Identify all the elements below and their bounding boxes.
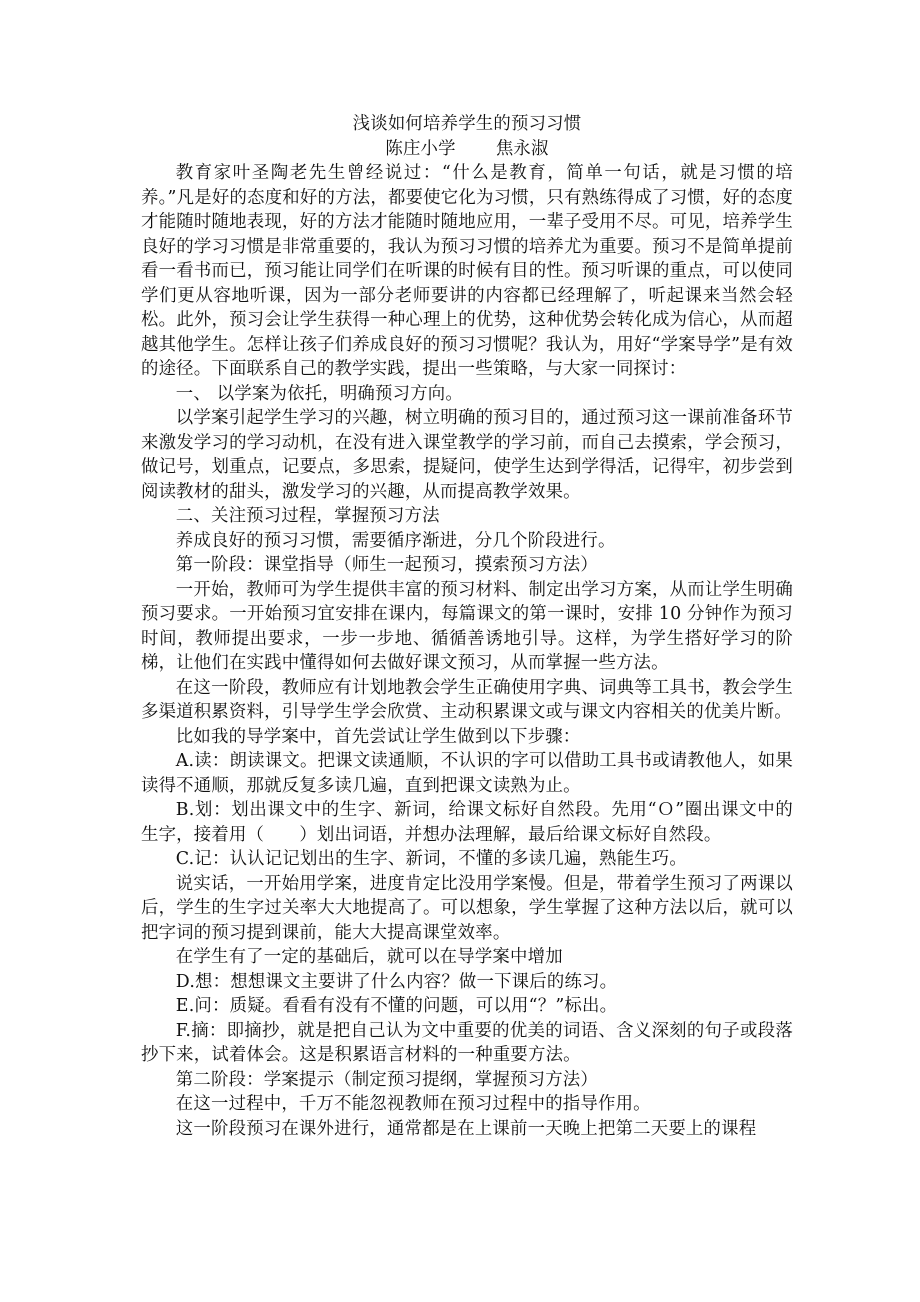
section-heading-1: 一、 以学案为依托，明确预习方向。 [175, 383, 463, 404]
paragraph-stage-1-tools: 在这一阶段，教师应有计划地教会学生正确使用字典、词典等工具书，教会学生多渠道积累资料，引导学生学会欣赏、主动积累课文或与课文内容相关的优美片断。 [141, 677, 793, 722]
paragraph-section-1: 以学案引起学生学习的兴趣，树立明确的预习目的，通过预习这一课前准备环节来激发学习的学习动机，在没有进入课堂教学的学习前，而自己去摸索，学会预习，做记号，划重点，记要点，多思索，提疑问，使学生达到学得活，记得牢，初步尝到阅读教材的甜头，激发学习的兴趣，从而提高教学效果。 [141, 408, 793, 502]
section-heading-2: 二、关注预习过程，掌握预习方法 [175, 506, 440, 526]
school-name: 陈庄小学 [385, 138, 456, 159]
paragraph-stage-1: 一开始，教师可为学生提供丰富的预习材料、制定出学习方案，从而让学生明确预习要求。一开始预习宜安排在课内，每篇课文的第一课时，安排 10 分钟作为预习时间，教师提出要求，一步一步地、循循善诱地引导。这样，为学生搭好学习的阶梯，让他们在实践中懂得如何去做好课文预习，从而掌握一些方法。 [141, 579, 793, 673]
paragraph-intro: 教育家叶圣陶老先生曾经说过：“什么是教育，简单一句话，就是习惯的培养。”凡是好的态度和好的方法，都要使它化为习惯，只有熟练得成了习惯，好的态度才能随时随地表现，好的方法才能随时随地应用，一辈子受用不尽。可见，培养学生良好的学习习惯是非常重要的，我认为预习习惯的培养尤为重要。预习不是简单提前看一看书而已，预习能让同学们在听课的时候有目的性。预习听课的重点，可以使同学们更从容地听课，因为一部分老师要讲的内容都已经理解了，听起课来当然会轻松。此外，预习会让学生获得一种心理上的优势，这种优势会转化成为信心，从而超越其他学生。怎样让孩子们养成良好的预习习惯呢？我认为，用好“学案导学”是有效的途径。下面联系自己的教学实践，提出一些策略，与大家一同探讨： [141, 163, 793, 379]
step-d-think: D.想：想想课文主要讲了什么内容？做一下课后的练习。 [175, 971, 618, 992]
paragraph-stage-2-homework: 这一阶段预习在课外进行，通常都是在上课前一天晚上把第二天要上的课程 [175, 1118, 757, 1139]
paragraph-stage-2-guidance: 在这一过程中，千万不能忽视教师在预习过程中的指导作用。 [175, 1094, 651, 1114]
author-line [141, 137, 793, 162]
paragraph-steps-intro: 比如我的导学案中，首先尝试让学生做到以下步骤： [175, 726, 581, 747]
step-a-read: A.读：朗读课文。把课文读通顺，不认识的字可以借助工具书或请教他人，如果读得不通顺，那就反复多读几遍，直到把课文读熟为止。 [141, 751, 793, 796]
step-e-ask: E.问：质疑。看看有没有不懂的问题，可以用“？”标出。 [175, 996, 618, 1016]
paragraph-results: 说实话，一开始用学案，进度肯定比没用学案慢。但是，带着学生预习了两课以后，学生的生字过关率大大地提高了。可以想象，学生掌握了这种方法以后，就可以把字词的预习提到课前，能大大提高课堂效率。 [141, 873, 793, 943]
step-f-excerpt: F.摘：即摘抄，就是把自己认为文中重要的优美的词语、含义深刻的句子或段落抄下来，试着体会。这是积累语言材料的一种重要方法。 [141, 1020, 793, 1065]
paragraph-add-steps: 在学生有了一定的基础后，就可以在导学案中增加 [175, 947, 563, 967]
stage-heading-1: 第一阶段：课堂指导（师生一起预习，摸索预习方法） [175, 555, 598, 575]
step-b-mark: B.划：划出课文中的生字、新词，给课文标好自然段。先用“Ｏ”圈出课文中的生字，接着用（ ）划出词语，并想办法理解，最后给课文标好自然段。 [141, 800, 793, 845]
document-title: 浅谈如何培养学生的预习习惯 [352, 114, 582, 134]
stage-heading-2: 第二阶段：学案提示（制定预习提纲，掌握预习方法） [175, 1069, 598, 1090]
document-page [141, 112, 793, 1141]
paragraph-stages-intro: 养成良好的预习习惯，需要循序渐进，分几个阶段进行。 [175, 530, 616, 551]
author-name: 焦永淑 [495, 138, 549, 159]
step-c-remember: C.记：认认记记划出的生字、新词，不懂的多读几遍，熟能生巧。 [175, 849, 687, 869]
